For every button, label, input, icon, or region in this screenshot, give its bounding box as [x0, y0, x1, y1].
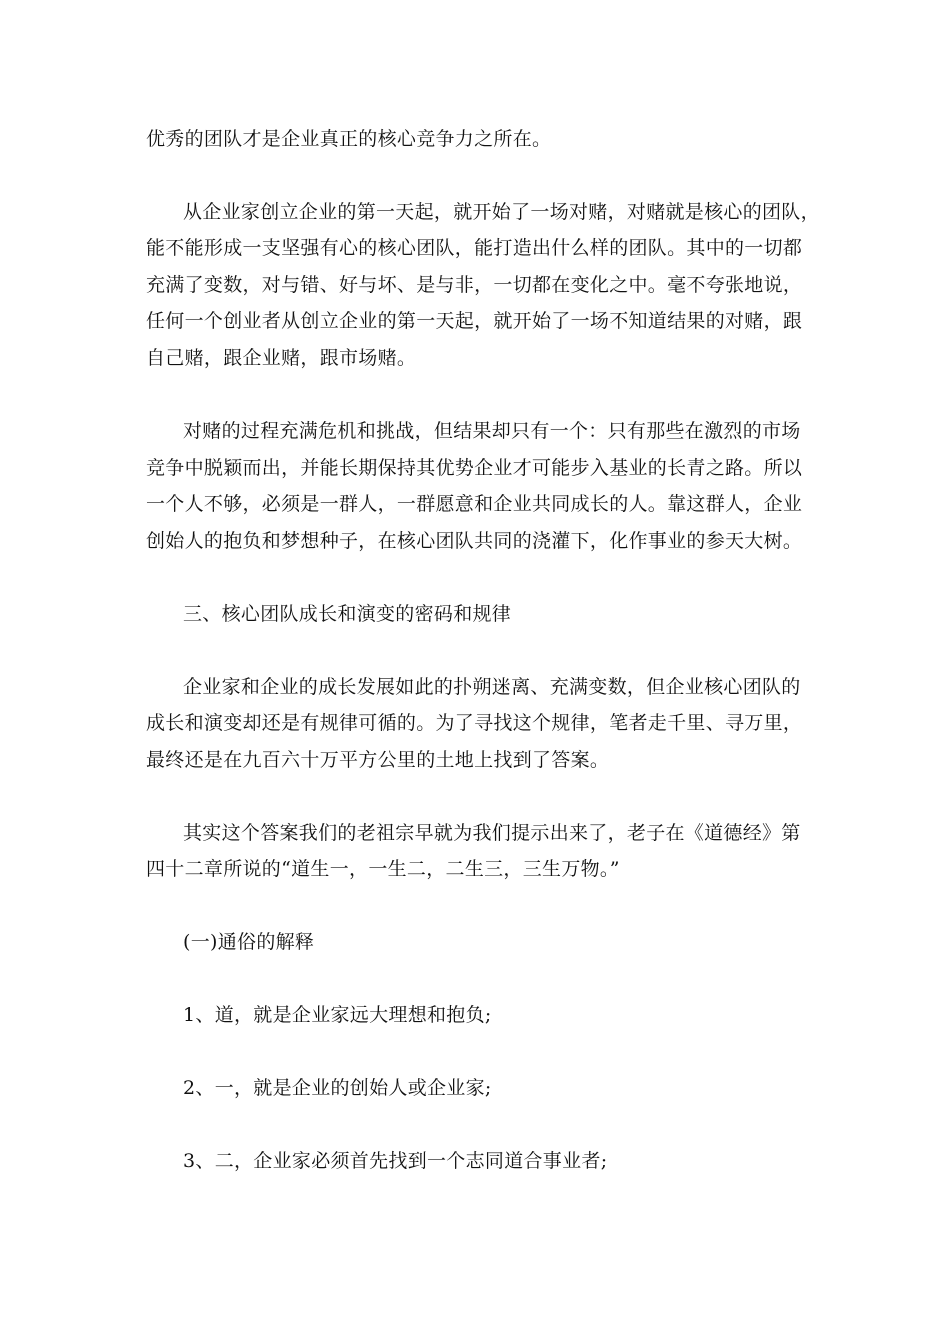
list-item: 2、一，就是企业的创始人或企业家;	[183, 1077, 492, 1099]
paragraph-line: 一个人不够，必须是一群人，一群愿意和企业共同成长的人。靠这群人，企业	[146, 493, 803, 515]
paragraph-line: 竞争中脱颖而出，并能长期保持其优势企业才可能步入基业的长青之路。所以	[146, 457, 803, 479]
section-heading: 三、核心团队成长和演变的密码和规律	[183, 603, 512, 625]
paragraph-line: 任何一个创业者从创立企业的第一天起，就开始了一场不知道结果的对赌，跟	[146, 310, 803, 332]
paragraph-line: 四十二章所说的“道生一，一生二，二生三，三生万物。”	[146, 858, 620, 880]
paragraph-line: 从企业家创立企业的第一天起，就开始了一场对赌，对赌就是核心的团队，	[183, 201, 820, 223]
paragraph-line: 优秀的团队才是企业真正的核心竞争力之所在。	[146, 128, 552, 150]
paragraph-line: 创始人的抱负和梦想种子，在核心团队共同的浇灌下，化作事业的参天大树。	[146, 530, 803, 552]
list-item: 3、二，企业家必须首先找到一个志同道合事业者;	[183, 1150, 608, 1172]
subsection-heading: (一)通俗的解释	[183, 931, 315, 953]
list-item: 1、道，就是企业家远大理想和抱负;	[183, 1004, 492, 1026]
paragraph-line: 自己赌，跟企业赌，跟市场赌。	[146, 347, 417, 369]
paragraph-line: 成长和演变却还是有规律可循的。为了寻找这个规律，笔者走千里、寻万里，	[146, 712, 803, 734]
paragraph-line: 其实这个答案我们的老祖宗早就为我们提示出来了，老子在《道德经》第	[183, 822, 801, 844]
paragraph-line: 能不能形成一支坚强有心的核心团队，能打造出什么样的团队。其中的一切都	[146, 237, 803, 259]
paragraph-line: 充满了变数，对与错、好与坏、是与非，一切都在变化之中。毫不夸张地说，	[146, 274, 803, 296]
paragraph-line: 最终还是在九百六十万平方公里的土地上找到了答案。	[146, 749, 610, 771]
paragraph-line: 对赌的过程充满危机和挑战，但结果却只有一个：只有那些在激烈的市场	[183, 420, 801, 442]
paragraph-line: 企业家和企业的成长发展如此的扑朔迷离、充满变数，但企业核心团队的	[183, 676, 801, 698]
